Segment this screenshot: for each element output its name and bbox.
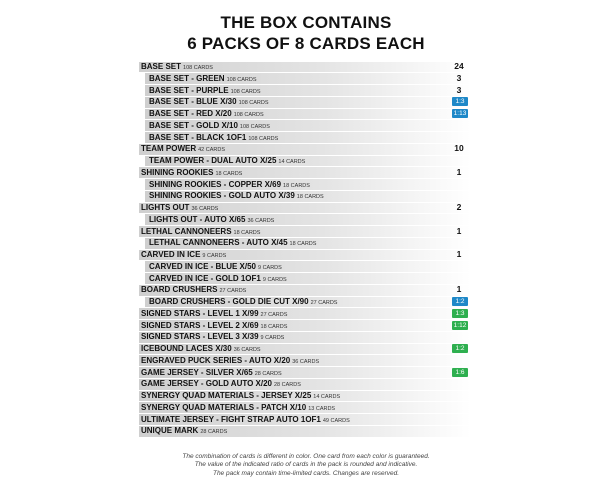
card-count: 18 CARDS bbox=[215, 170, 243, 177]
card-count: 36 CARDS bbox=[292, 358, 320, 365]
ratio-badge: 1:3 bbox=[452, 309, 468, 318]
footnotes bbox=[0, 453, 612, 478]
cards-per-box: 10 bbox=[454, 143, 464, 154]
card-count: 27 CARDS bbox=[310, 300, 338, 306]
card-set-label: UNIQUE MARK bbox=[141, 426, 199, 436]
card-set-label: TEAM POWER bbox=[141, 144, 197, 154]
ratio-badge: 1:2 bbox=[452, 344, 468, 353]
card-set-label: LETHAL CANNONEERS bbox=[141, 226, 232, 236]
card-set-label: BASE SET bbox=[141, 62, 182, 71]
card-count: 108 CARDS bbox=[230, 88, 261, 95]
card-set-label: CARVED IN ICE bbox=[141, 250, 201, 259]
list-item bbox=[139, 414, 471, 426]
list-item bbox=[139, 155, 471, 167]
card-list bbox=[139, 61, 471, 437]
list-item bbox=[139, 355, 471, 367]
card-count: 108 CARDS bbox=[239, 123, 270, 130]
ratio-badge: 1:13 bbox=[453, 110, 467, 117]
card-count: 27 CARDS bbox=[219, 288, 247, 295]
list-item bbox=[139, 284, 471, 296]
card-count: 18 CARDS bbox=[283, 182, 310, 189]
list-item bbox=[139, 179, 471, 191]
list-item bbox=[139, 343, 471, 355]
title-line-1: THE BOX CONTAINS bbox=[220, 13, 392, 32]
card-set-label: LETHAL CANNONEERS - AUTO X/45 bbox=[149, 238, 288, 248]
card-count: 36 CARDS bbox=[247, 217, 275, 224]
card-count: 9 CARDS bbox=[260, 335, 285, 342]
card-set-label: BASE SET - BLUE X/30 bbox=[149, 97, 237, 107]
card-set-label: ULTIMATE JERSEY - FIGHT STRAP AUTO 1OF1 bbox=[141, 414, 321, 424]
card-set-label: LIGHTS OUT - AUTO X/65 bbox=[149, 214, 246, 224]
card-count: 108 CARDS bbox=[248, 135, 279, 142]
list-item bbox=[139, 226, 471, 238]
cards-per-box: 1 bbox=[456, 249, 462, 259]
cards-per-box: 1 bbox=[456, 284, 462, 295]
card-set-label: SIGNED STARS - LEVEL 1 X/99 bbox=[141, 308, 259, 318]
list-item bbox=[139, 202, 471, 214]
card-set-label: LIGHTS OUT bbox=[141, 203, 190, 212]
card-set-name bbox=[141, 425, 227, 439]
card-set-label: SYNERGY QUAD MATERIALS - JERSEY X/25 bbox=[141, 391, 312, 400]
card-count: 9 CARDS bbox=[202, 253, 227, 259]
card-count: 18 CARDS bbox=[260, 323, 288, 330]
card-set-label: BASE SET - RED X/20 bbox=[149, 109, 232, 118]
card-set-label: SIGNED STARS - LEVEL 2 X/69 bbox=[141, 320, 259, 330]
card-count: 9 CARDS bbox=[262, 276, 287, 283]
ratio-badge: 1:6 bbox=[452, 368, 468, 377]
card-count: 13 CARDS bbox=[308, 405, 336, 412]
footnote-line-1: The combination of cards is different in color. One card from each color is guaranteed. bbox=[182, 453, 430, 460]
list-item bbox=[139, 331, 471, 343]
list-item bbox=[139, 73, 471, 85]
card-set-label: ENGRAVED PUCK SERIES - AUTO X/20 bbox=[141, 355, 291, 365]
card-set-label: BOARD CRUSHERS bbox=[141, 285, 218, 295]
card-count: 27 CARDS bbox=[260, 311, 288, 318]
list-item bbox=[139, 167, 471, 179]
card-count: 9 CARDS bbox=[257, 264, 282, 271]
card-set-label: ICEBOUND LACES X/30 bbox=[141, 344, 232, 353]
cards-per-box: 2 bbox=[456, 202, 462, 212]
list-item bbox=[139, 390, 471, 402]
card-set-label: BASE SET - BLACK 1OF1 bbox=[149, 132, 247, 142]
card-set-label: CARVED IN ICE - BLUE X/50 bbox=[149, 261, 256, 271]
card-set-label: BASE SET - GREEN bbox=[149, 73, 225, 83]
list-item bbox=[139, 214, 471, 226]
cards-per-box: 3 bbox=[456, 84, 462, 95]
card-set-label: TEAM POWER - DUAL AUTO X/25 bbox=[149, 156, 277, 165]
card-count: 36 CARDS bbox=[191, 206, 219, 212]
card-set-label: GAME JERSEY - GOLD AUTO X/20 bbox=[141, 379, 272, 389]
card-count: 108 CARDS bbox=[226, 76, 257, 83]
list-item bbox=[139, 425, 471, 437]
list-item bbox=[139, 143, 471, 155]
card-set-label: CARVED IN ICE - GOLD 1OF1 bbox=[149, 273, 261, 283]
card-count: 108 CARDS bbox=[233, 112, 264, 118]
card-count: 108 CARDS bbox=[238, 100, 269, 107]
list-item bbox=[139, 120, 471, 132]
list-item bbox=[139, 190, 471, 202]
card-set-label: SIGNED STARS - LEVEL 3 X/39 bbox=[141, 332, 259, 342]
list-item bbox=[139, 402, 471, 414]
list-item bbox=[139, 61, 471, 73]
footnote-line-3: The pack may contain time-limited cards. Changes are reserved. bbox=[212, 469, 400, 477]
ratio-badge: 1:12 bbox=[453, 321, 467, 329]
card-set-label: GAME JERSEY - SILVER X/65 bbox=[141, 367, 253, 377]
card-count: 14 CARDS bbox=[278, 159, 306, 165]
list-item bbox=[139, 378, 471, 390]
ratio-badge: 1:2 bbox=[452, 297, 468, 306]
card-set-label: BASE SET - PURPLE bbox=[149, 85, 229, 95]
ratio-badge: 1:3 bbox=[452, 97, 468, 106]
list-item bbox=[139, 108, 471, 120]
list-item bbox=[139, 367, 471, 379]
list-item bbox=[139, 237, 471, 249]
card-set-label: SHINING ROOKIES bbox=[141, 167, 214, 177]
list-item bbox=[139, 132, 471, 144]
card-count: 49 CARDS bbox=[322, 417, 350, 424]
card-count: 28 CARDS bbox=[200, 429, 228, 436]
cards-per-box: 24 bbox=[454, 61, 464, 71]
card-count: 108 CARDS bbox=[183, 65, 213, 71]
card-count: 28 CARDS bbox=[254, 370, 282, 377]
card-count: 18 CARDS bbox=[289, 241, 317, 248]
card-count: 36 CARDS bbox=[233, 347, 261, 353]
card-count: 18 CARDS bbox=[296, 194, 324, 201]
list-item bbox=[139, 249, 471, 261]
list-item bbox=[139, 320, 471, 332]
card-set-label: SHINING ROOKIES - GOLD AUTO X/39 bbox=[149, 191, 295, 201]
list-item bbox=[139, 96, 471, 108]
card-set-label: BOARD CRUSHERS - GOLD DIE CUT X/90 bbox=[149, 297, 309, 306]
cards-per-box: 1 bbox=[456, 225, 462, 236]
footnote-line-2: The value of the indicated ratio of cards in the pack is rounded and indicative. bbox=[194, 461, 418, 469]
cards-per-box: 3 bbox=[456, 72, 462, 83]
title-line-2: 6 PACKS OF 8 CARDS EACH bbox=[187, 34, 425, 53]
card-count: 28 CARDS bbox=[274, 382, 301, 389]
list-item bbox=[139, 273, 471, 285]
card-set-label: SHINING ROOKIES - COPPER X/69 bbox=[149, 179, 282, 189]
card-count: 18 CARDS bbox=[233, 229, 261, 236]
list-item bbox=[139, 85, 471, 97]
list-item bbox=[139, 296, 471, 308]
cards-per-box: 1 bbox=[456, 166, 462, 177]
card-count: 42 CARDS bbox=[198, 147, 226, 154]
list-item bbox=[139, 261, 471, 273]
card-set-label: BASE SET - GOLD X/10 bbox=[149, 120, 238, 130]
card-count: 14 CARDS bbox=[313, 394, 341, 400]
list-item bbox=[139, 308, 471, 320]
page-title bbox=[0, 12, 612, 54]
card-set-label: SYNERGY QUAD MATERIALS - PATCH X/10 bbox=[141, 402, 307, 412]
